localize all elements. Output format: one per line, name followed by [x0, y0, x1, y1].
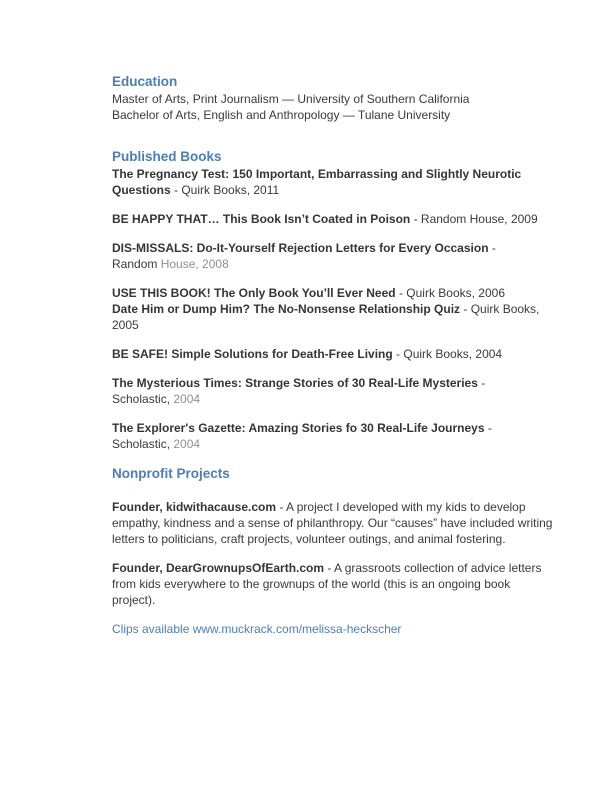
text-run-r: 2005: [112, 318, 139, 332]
text-run-b: DIS-MISSALS: Do-It-Yourself Rejection Letters for Every Occasion: [112, 241, 489, 255]
text-run-b: The Pregnancy Test: 150 Important, Embarrassing and Slightly Neurotic: [112, 167, 522, 181]
education-degrees: [112, 91, 572, 123]
clips-link[interactable]: [112, 621, 572, 637]
text-run-r: from kids everywhere to the grownups of the world (this is an ongoing book: [112, 577, 511, 591]
text-run-r: - Quirk Books, 2004: [392, 347, 503, 361]
text-run-g: 2004: [173, 437, 201, 451]
section-heading-nonprofit: Nonprofit Projects: [112, 466, 230, 481]
section-education: [112, 73, 572, 123]
section-heading-books: Published Books: [112, 149, 222, 164]
text-run-r: letters to politicians, craft projects, volunteer outings, and animal fostering.: [112, 532, 506, 546]
text-run-r: Scholastic,: [112, 392, 174, 406]
text-run-r: Master of Arts, Print Journalism — University of Southern California: [112, 92, 470, 106]
book-entry-be-safe: [112, 346, 572, 362]
document-content: [112, 73, 572, 650]
text-run-r: -: [477, 376, 486, 390]
text-run-r: - A grassroots collection of advice letters: [324, 561, 542, 575]
text-run-r: empathy, kindness and a sense of philanthropy. Our “causes” have included writing: [112, 516, 553, 530]
text-run-r: - Quirk Books,: [460, 302, 540, 316]
book-entry-dis-missals: [112, 240, 572, 272]
text-run-b: Founder, kidwithacause.com: [112, 500, 277, 514]
section-books: [112, 148, 572, 452]
text-run-r: project).: [112, 593, 156, 607]
text-run-r: - Quirk Books, 2011: [170, 183, 280, 197]
text-run-r: - A project I developed with my kids to develop: [276, 500, 526, 514]
text-run-b: Date Him or Dump Him? The No-Nonsense Relationship Quiz: [112, 302, 461, 316]
text-run-r: - Random House, 2009: [410, 212, 538, 226]
text-run-b: The Explorer's Gazette: Amazing Stories fo 30 Real-Life Journeys: [112, 421, 485, 435]
text-run-r: Random: [112, 257, 161, 271]
section-nonprofit: [112, 465, 572, 637]
text-run-b: BE HAPPY THAT… This Book Isn’t Coated in Poison: [112, 212, 411, 226]
book-entry-mysterious-times: [112, 375, 572, 407]
text-run-g: House, 2008: [160, 257, 229, 271]
book-entry-explorers-gazette: [112, 420, 572, 452]
text-run-r: Bachelor of Arts, English and Anthropology — Tulane University: [112, 108, 451, 122]
text-run-r: -: [488, 241, 496, 255]
book-entry-pregnancy-test: [112, 166, 572, 198]
text-run-r: -: [484, 421, 492, 435]
text-run-g: 2004: [173, 392, 201, 406]
project-deargrownupsofearth: [112, 560, 572, 608]
section-heading-education: Education: [112, 74, 178, 89]
text-run-b: BE SAFE! Simple Solutions for Death-Free Living: [112, 347, 393, 361]
text-run-b: The Mysterious Times: Strange Stories of 30 Real-Life Mysteries: [112, 376, 478, 390]
text-run-b: USE THIS BOOK! The Only Book You’ll Ever Need: [112, 286, 396, 300]
text-run-b: Founder, DearGrownupsOfEarth.com: [112, 561, 325, 575]
clips-url-text: Clips available www.muckrack.com/melissa-heckscher: [112, 622, 402, 636]
book-entry-be-happy-that: [112, 211, 572, 227]
project-kidwithacause: [112, 499, 572, 547]
text-run-b: Questions: [112, 183, 171, 197]
book-entry-use-this-book-and-date-him: [112, 285, 572, 333]
text-run-r: Scholastic,: [112, 437, 174, 451]
text-run-r: - Quirk Books, 2006: [395, 286, 505, 300]
